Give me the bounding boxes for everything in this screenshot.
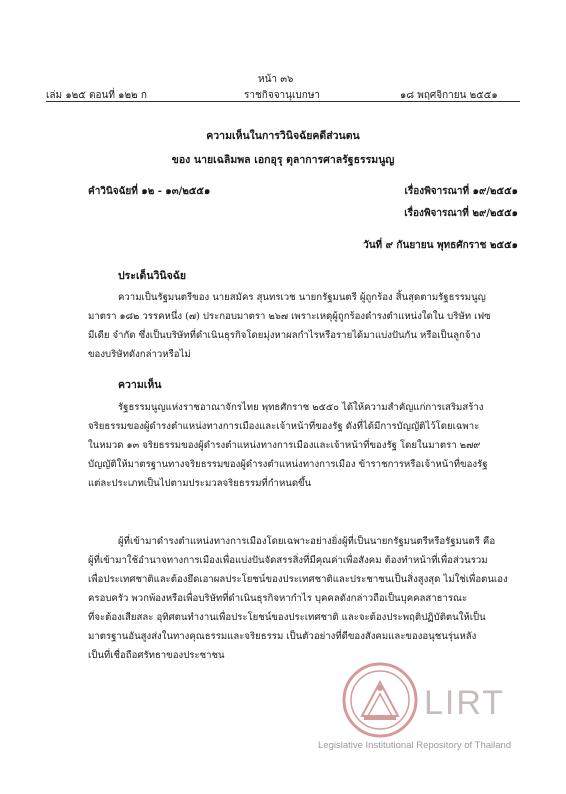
paragraph-line: ในหมวด ๑๓ จริยธรรมของผู้ดำรงตำแหน่งทางการเมืองและเจ้าหน้าที่ของรัฐ โดยในมาตรา ๒๗๙ bbox=[88, 440, 481, 451]
paragraph-line: จริยธรรมของผู้ดำรงตำแหน่งทางการเมืองและเจ้าหน้าที่ของรัฐ ดังที่ได้มีการบัญญัติไว้โดยเฉพาะ bbox=[88, 421, 480, 432]
matter-number-2: เรื่องพิจารณาที่ ๒๙/๒๕๕๑ bbox=[404, 208, 518, 219]
document-subtitle: ของ นายเฉลิมพล เอกอุรุ ตุลาการศาลรัฐธรรมนูญ bbox=[171, 154, 395, 166]
section-heading-issue: ประเด็นวินิจฉัย bbox=[118, 270, 187, 282]
paragraph-line: บัญญัติให้มาตรฐานทางจริยธรรมของผู้ดำรงตำแหน่งทางการเมือง ข้าราชการหรือเจ้าหน้าที่ของรัฐ bbox=[88, 459, 488, 470]
opinion-paragraph-2-continued bbox=[88, 551, 520, 665]
paragraph-line: ผู้ที่เข้ามาใช้อำนาจทางการเมืองเพื่อแบ่งปันจัดสรรสิ่งที่มีคุณค่าเพื่อสังคม ต้องทำหน้าที่เพื่อส่วนรวม bbox=[88, 555, 488, 566]
document-title: ความเห็นในการวินิจฉัยคดีส่วนตน bbox=[206, 130, 360, 142]
paragraph-line: มาตรา ๑๘๒ วรรคหนึ่ง (๗) ประกอบมาตรา ๒๖๗ เพราะเหตุผู้ถูกร้องดำรงตำแหน่งใดใน บริษัท เฟซ bbox=[88, 311, 491, 322]
paragraph-line: ความเป็นรัฐมนตรีของ นายสมัคร สุนทรเวช นายกรัฐมนตรี ผู้ถูกร้อง สิ้นสุดตามรัฐธรรมนูญ bbox=[118, 292, 486, 303]
gazette-name: ราชกิจจานุเบกษา bbox=[244, 90, 321, 101]
paragraph-line: รัฐธรรมนูญแห่งราชอาณาจักรไทย พุทธศักราช ๒๕๕๐ ได้ให้ความสำคัญแก่การเสริมสร้าง bbox=[118, 402, 484, 413]
paragraph-line: เป็นที่เชื่อถือศรัทธาของประชาชน bbox=[88, 650, 225, 661]
paragraph-line: แต่ละประเภทเป็นไปตามประมวลจริยธรรมที่กำหนดขึ้น bbox=[88, 478, 312, 489]
paragraph-line: ครอบครัว พวกพ้องหรือเพื่อบริษัทที่ดำเนินธุรกิจหากำไร บุคคลดังกล่าวถือเป็นบุคคลสาธารณะ bbox=[88, 593, 468, 604]
section-heading-opinion: ความเห็น bbox=[118, 379, 162, 391]
paragraph-line: ผู้ที่เข้ามาดำรงตำแหน่งทางการเมืองโดยเฉพาะอย่างยิ่งผู้ที่เป็นนายกรัฐมนตรีหรือรัฐมนตรี คือ bbox=[118, 536, 496, 547]
repository-watermark bbox=[300, 660, 526, 750]
opinion-paragraph-1 bbox=[118, 398, 518, 417]
paragraph-line: ที่จะต้องเสียสละ อุทิศตนทำงานเพื่อประโยชน์ของประเทศชาติ และจะต้องประพฤติปฏิบัติตนให้เป็น bbox=[88, 612, 486, 623]
paragraph-line: เพื่อประเทศชาติและต้องยึดเอาผลประโยชน์ของประเทศชาติและประชาชนเป็นสิ่งสูงสุด ไม่ใช่เพื่อตนเอง bbox=[88, 574, 508, 585]
gazette-date: ๑๘ พฤศจิกายน ๒๕๕๑ bbox=[400, 90, 498, 101]
opinion-paragraph-2 bbox=[118, 532, 518, 551]
ruling-date: วันที่ ๙ กันยายน พุทธศักราช ๒๕๕๑ bbox=[363, 240, 518, 251]
parliament-seal-icon bbox=[340, 660, 420, 740]
paragraph-line: มีเดีย จำกัด ซึ่งเป็นบริษัทที่ดำเนินธุรกิจโดยมุ่งหาผลกำไรหรือรายได้มาแบ่งปันกัน หรือเป็นลูกจ้าง bbox=[88, 330, 481, 341]
issue-paragraph-continued bbox=[88, 307, 520, 364]
page-number: หน้า ๓๖ bbox=[258, 74, 294, 85]
watermark-logo-text: LIRT bbox=[424, 684, 506, 722]
watermark-caption: Legislative Institutional Repository of Thailand bbox=[318, 740, 512, 751]
header-divider bbox=[46, 101, 520, 102]
issue-paragraph bbox=[118, 288, 518, 307]
gazette-volume: เล่ม ๑๒๕ ตอนที่ ๑๒๒ ก bbox=[46, 90, 147, 101]
opinion-paragraph-1-continued bbox=[88, 417, 520, 493]
matter-number-1: เรื่องพิจารณาที่ ๑๙/๒๕๕๑ bbox=[404, 186, 518, 197]
ruling-number: คำวินิจฉัยที่ ๑๒ - ๑๓/๒๕๕๑ bbox=[88, 186, 211, 197]
paragraph-line: ของบริษัทดังกล่าวหรือไม่ bbox=[88, 349, 191, 360]
paragraph-line: มาตรฐานอันสูงส่งในทางคุณธรรมและจริยธรรม เป็นตัวอย่างที่ดีของสังคมและของอนุชนรุ่นหลัง bbox=[88, 631, 477, 642]
